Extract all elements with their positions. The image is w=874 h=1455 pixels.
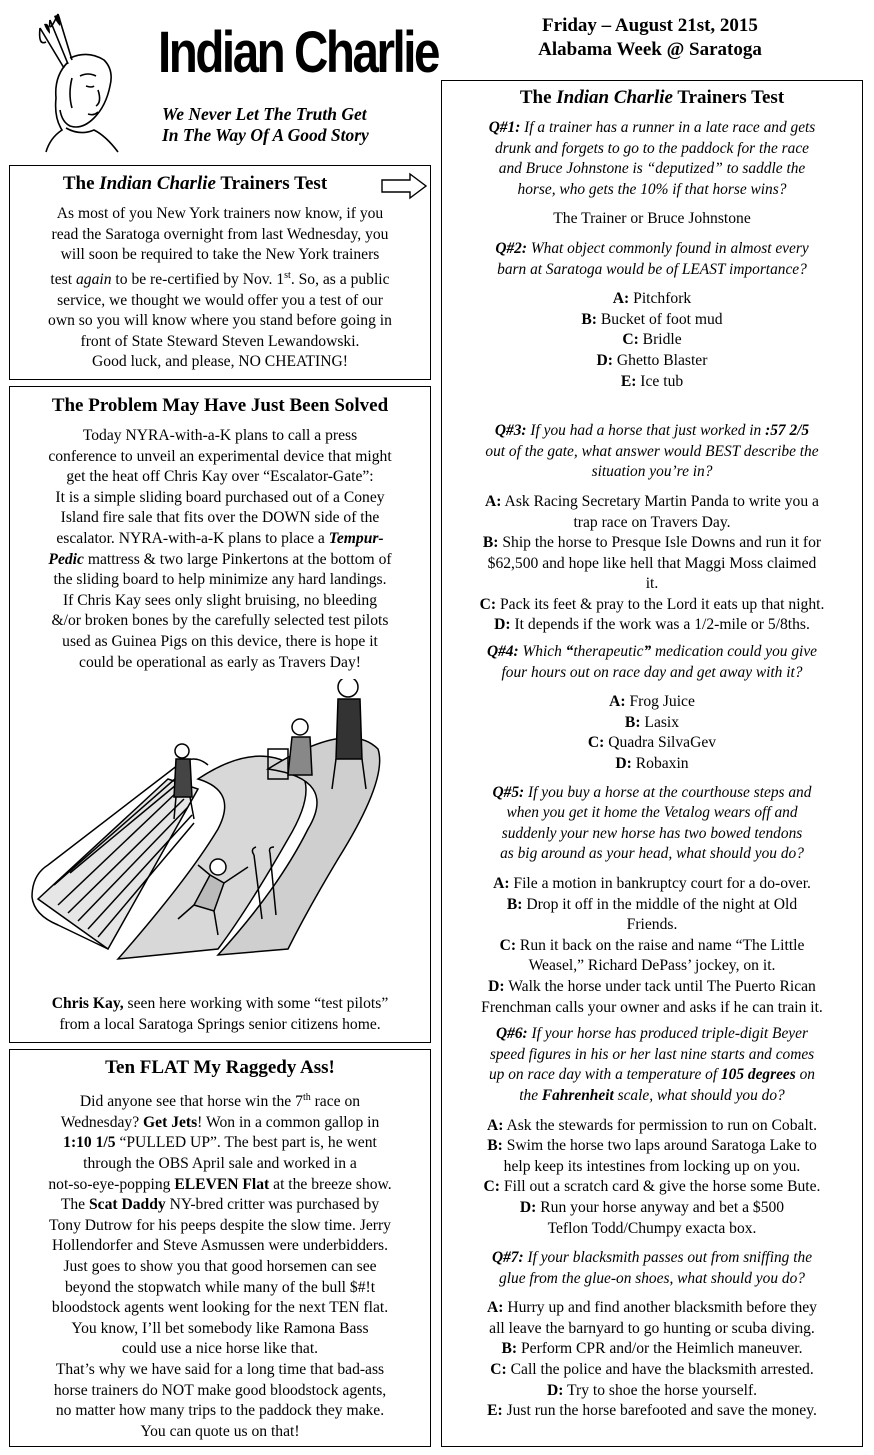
answer-text: Drop it off in the middle of the night at Old [522,895,798,913]
answer-line [446,874,858,895]
question-bold: “ [565,643,574,661]
answer-letter: C: [499,936,517,954]
text-em: again [75,270,112,288]
answer-text: Ghetto Blaster [613,351,708,369]
question-line: horse, who gets the 10% if that horse wins? [517,180,787,198]
question-6 [446,1024,858,1239]
answer-letter: C: [490,1361,507,1379]
text-line [14,1175,426,1196]
answer-list [446,692,858,774]
question-label: Q#1: [488,119,521,136]
indian-head-logo-icon [10,6,160,156]
answer-letter: B: [482,534,499,552]
answer-text: Robaxin [631,755,689,773]
text-line: Island fire sale that fits over the DOWN side of the [60,509,380,527]
issue-edition: Alabama Week @ Saratoga [538,39,762,60]
answer-text: Run your horse anyway and bet a $500 [536,1198,785,1216]
answer-line [446,289,858,310]
answer-line [446,977,858,998]
question-label: Q#3: [494,422,527,440]
text-part: test [50,270,76,288]
text-line [14,1113,426,1134]
answer-line [446,533,858,554]
trainers-test-intro-box [9,165,431,380]
question-line [446,1086,858,1107]
answer-letter: D: [488,977,505,995]
question-part: scale, what should you do? [613,1086,785,1104]
answer-text: Ask the stewards for permission to run on Cobalt. [503,1116,818,1134]
answer-line [446,1198,858,1219]
text-line: conference to unveil an experimental device that might [48,447,392,465]
question-line [446,239,858,260]
text-line: the sliding board to help minimize any hard landings. [53,571,387,589]
question-part: If you buy a horse at the courthouse steps and [524,783,812,801]
answer-line [446,1298,858,1319]
question-label: Q#2: [495,239,527,257]
text-line: You know, I’ll bet somebody like Ramona Bass [71,1319,369,1337]
answer-line: help keep its intestines from locking up on you. [503,1157,801,1175]
answer-letter: B: [487,1137,503,1155]
answer-text: Just run the horse barefooted and save the money. [502,1402,817,1420]
answer-line: $62,500 and hope like hell that Maggi Moss claimed [487,554,817,572]
text-line: get the heat off Chris Kay over “Escalator-Gate”: [66,468,374,486]
text-line: front of State Steward Steven Lewandowski. [80,332,360,350]
question-part: up on race day with a temperature of [488,1066,721,1084]
text-line: If Chris Kay sees only slight bruising, no bleeding [62,591,377,609]
title-part: Trainers Test [672,87,785,108]
answer-line [446,1177,858,1198]
answer-line [446,1136,858,1157]
answer-text: Ship the horse to Presque Isle Downs and run it for [498,534,822,552]
answer-line: it. [645,575,659,593]
answer-list [446,874,858,1018]
ten-flat-text [14,1088,426,1442]
answer-letter: E: [487,1402,503,1420]
text-line: It is a simple sliding board purchased out of a Coney [55,488,385,506]
question-bold: :57 2/5 [765,422,810,440]
text-em: Tempur- [328,529,384,547]
question-line: barn at Saratoga would be of LEAST importance? [497,260,807,278]
text-line: That’s why we have said for a long time that bad-ass [55,1360,385,1378]
question-line [446,642,858,663]
text-sup: st [284,269,291,281]
escalator-cartoon-illustration [18,679,422,969]
question-line: suddenly your new horse has two bowed tendons [501,824,803,842]
question-line: drunk and forgets to go to the paddock for the race [494,139,810,157]
text-line: beyond the stopwatch while many of the bull $#!t [64,1278,376,1296]
ten-flat-title: Ten FLAT My Raggedy Ass! [105,1057,335,1078]
answer-line [446,595,858,616]
answer-line [446,330,858,351]
answer-line [446,492,858,513]
question-label: Q#5: [492,783,525,801]
caption-line: from a local Saratoga Springs senior citizens home. [59,1015,381,1033]
cartoon-caption [14,994,426,1035]
text-part: “PULLED UP”. The best part is, he went [115,1134,377,1152]
masthead-logo [10,6,160,156]
answer-letter: D: [615,755,632,773]
text-part: . So, as a public [290,270,390,288]
answer-text: Hurry up and find another blacksmith before they [503,1299,817,1317]
answer-letter: A: [487,1299,504,1317]
question-line: when you get it home the Vetalog wears off and [506,804,798,822]
answer-text: Try to shoe the horse yourself. [563,1381,758,1399]
text-part: Wednesday? [60,1113,144,1131]
answer-text: Lasix [640,713,680,731]
text-bold: 1:10 1/5 [63,1134,116,1152]
answer-letter: C: [622,331,639,349]
text-line: Today NYRA-with-a-K plans to call a press [82,427,358,444]
answer-letter: A: [612,290,630,308]
answer-text: Pack its feet & pray to the Lord it eats up that night. [496,595,825,613]
question-line: glue from the glue-on shoes, what should you do? [499,1269,805,1287]
answer-list [446,1298,858,1422]
tagline-line-2: In The Way Of A Good Story [162,125,369,145]
question-label: Q#6: [496,1025,528,1043]
question-line: four hours out on race day and get away with it? [501,663,803,681]
question-line [446,1065,858,1086]
trainers-test-questions-title [442,87,862,109]
title-part: The [519,87,557,108]
answer-line: trap race on Travers Day. [573,513,731,531]
question-3 [446,421,858,636]
answer-text: Pitchfork [629,290,692,308]
question-part: If you had a horse that just worked in [526,422,766,440]
text-line [14,1133,426,1154]
question-part: What object commonly found in almost every [526,239,809,257]
answer-line: Frenchman calls your owner and asks if he can train it. [481,998,823,1016]
answer-line [446,351,858,372]
question-line [446,1248,858,1269]
trainers-test-questions-box [441,80,863,1447]
text-part: mattress & two large Pinkertons at the bottom of [83,550,392,568]
answer-line [446,733,858,754]
text-part: The [60,1196,89,1214]
answer-text: It depends if the work was a 1/2-mile or 5/8ths. [510,616,810,634]
answer-line [446,713,858,734]
question-line [446,118,858,139]
answer-letter: C: [479,595,497,613]
answer-line [446,1339,858,1360]
question-bold: ” [643,643,652,661]
question-line: and Bruce Johnstone is “deputized” to saddle the [498,160,806,178]
question-line: situation you’re in? [591,463,713,481]
arrow-right-icon [380,172,428,205]
answer-text: Quadra SilvaGev [604,734,717,752]
text-line [14,266,426,291]
text-line: Just goes to show you that good horsemen can see [63,1257,377,1275]
masthead-tagline [162,104,422,146]
question-bold: 105 degrees [720,1066,796,1084]
answer-text: Run it back on the raise and name “The Little [516,936,805,954]
question-1 [446,118,858,230]
question-line: out of the gate, what answer would BEST describe the [485,442,819,460]
answer-letter: E: [620,372,637,390]
text-line: As most of you New York trainers now know, if you [56,205,384,222]
answer-list [446,492,858,636]
answer-letter: B: [624,713,641,731]
answer-line [446,895,858,916]
answer-letter: D: [519,1198,537,1216]
text-bold: ELEVEN Flat [174,1175,270,1193]
question-line [446,1024,858,1045]
question-part: Which [518,643,566,661]
text-part: to be re-certified by Nov. 1 [111,270,285,288]
answer-letter: D: [494,616,511,634]
text-line: no matter how many trips to the paddock they make. [55,1402,385,1420]
text-line [14,1088,426,1113]
answer-letter: A: [485,492,502,510]
answer-letter: B: [501,1340,518,1358]
question-bold: Fahrenheit [541,1086,614,1104]
answer-text: Fill out a scratch card & give the horse some Bute. [500,1178,821,1196]
text-sup: th [302,1092,311,1103]
trainers-test-intro-text [14,204,426,373]
answer-text: File a motion in bankruptcy court for a do-over. [509,875,811,892]
question-label: Q#7: [491,1249,524,1267]
question-line: speed figures in his or her last nine starts and comes [489,1045,815,1063]
text-line [14,550,426,571]
text-part: ! Won in a common gallop in [197,1113,380,1131]
answer-letter: A: [493,875,510,892]
ten-flat-box [9,1049,431,1447]
answer-line [446,615,858,636]
text-line [14,1195,426,1216]
answer-line: Teflon Todd/Chumpy exacta box. [547,1219,757,1237]
questions-content [442,118,862,1422]
caption-part: seen here working with some “test pilots” [123,995,389,1012]
text-line [14,529,426,550]
question-line [446,421,858,442]
question-part: on [795,1066,815,1084]
masthead-title: Indian Charlie [158,20,439,85]
question-part: If your horse has produced triple-digit Beyer [527,1025,808,1043]
answer-line [446,754,858,775]
answer-letter: A: [486,1116,504,1134]
title-em: Indian Charlie [556,87,673,108]
text-part: race on [310,1093,361,1111]
text-line: Tony Dutrow for his peeps despite the slow time. Jerry [49,1216,391,1234]
text-part: escalator. NYRA-with-a-K plans to place a [56,529,329,547]
text-bold: Scat Daddy [88,1196,166,1214]
text-part: at the breeze show. [269,1175,392,1193]
problem-solved-text [14,426,426,673]
question-part: If your blacksmith passes out from sniffing the [523,1249,813,1267]
answer-line [446,1401,858,1422]
answer-text: Ask Racing Secretary Martin Panda to write you a [501,492,819,510]
caption-bold: Chris Kay, [51,995,124,1012]
text-line: Hollendorfer and Steve Asmussen were underbidders. [51,1237,389,1255]
text-line: own so you will know where you stand before going in [48,312,392,330]
trainers-test-intro-title [10,173,380,195]
text-line: used as Guinea Pigs on this device, there is hope it [62,632,378,650]
answer-letter: A: [609,693,626,711]
title-em: Indian Charlie [99,173,216,194]
answer-line [446,1360,858,1381]
answer-line [446,936,858,957]
text-part: Did anyone see that horse win the 7 [79,1093,303,1111]
answer-line: Friends. [626,916,678,934]
text-line: Good luck, and please, NO CHEATING! [92,353,348,371]
tagline-line-1: We Never Let The Truth Get [162,104,367,124]
answer-letter: C: [483,1178,500,1196]
answer-letter: B: [506,895,523,913]
question-7 [446,1248,858,1422]
answer-letter: B: [581,310,597,328]
answer-text: Bridle [638,331,682,349]
answer-text: Perform CPR and/or the Heimlich maneuver. [517,1340,803,1358]
answer-list [446,289,858,392]
answer-line [446,692,858,713]
text-line: bloodstock agents went looking for the next TEN flat. [51,1299,389,1317]
question-4 [446,642,858,775]
answer-line [446,1116,858,1137]
question-label: Q#4: [487,643,519,661]
text-line: could be operational as early as Travers Day! [79,653,361,671]
answer-line [446,372,858,393]
answer-line: all leave the barnyard to go hunting or scuba diving. [489,1319,815,1337]
text-line: horse trainers do NOT make good bloodstock agents, [53,1381,387,1399]
answer-letter: C: [587,734,605,752]
answer-letter: D: [546,1381,564,1399]
text-part: not-so-eye-popping [48,1175,175,1193]
question-part: the [519,1086,542,1104]
text-bold: Get Jets [143,1113,198,1131]
question-2 [446,239,858,392]
text-line: through the OBS April sale and worked in a [83,1154,357,1172]
answer-text: Bucket of foot mud [596,310,723,328]
problem-solved-title: The Problem May Have Just Been Solved [51,395,389,416]
answer-list [446,1116,858,1240]
text-part: NY-bred critter was purchased by [165,1196,380,1214]
answer-text: Swim the horse two laps around Saratoga Lake to [502,1137,817,1155]
answer-text: Call the police and have the blacksmith arrested. [506,1361,814,1379]
question-line [446,783,858,804]
question-part: medication could you give [651,643,817,661]
title-part: The [62,173,100,194]
problem-solved-box [9,386,431,1043]
question-line: as big around as your head, what should you do? [500,845,804,863]
question-5 [446,783,858,1019]
answer-line [446,1381,858,1402]
text-line: read the Saratoga overnight from last Wednesday, you [51,225,389,243]
answer-text: Frog Juice [625,693,695,711]
text-em: Pedic [48,550,84,568]
question-part: If a trainer has a runner in a late race and gets [520,119,816,136]
answer-text: Walk the horse under tack until The Puerto Rican [504,977,816,995]
answer-line [446,310,858,331]
answer-letter: D: [596,351,614,369]
answer-line: Weasel,” Richard DePass’ jockey, on it. [528,957,776,975]
answer-line: The Trainer or Bruce Johnstone [553,210,751,228]
text-line: will soon be required to take the New York trainers [60,246,380,264]
caption-line [14,994,426,1015]
answer-text: Ice tub [636,372,684,390]
issue-date: Friday – August 21st, 2015 [542,15,758,36]
text-line: You can quote us on that! [140,1422,300,1440]
text-line: &/or broken bones by the carefully selected test pilots [51,612,389,630]
text-line: service, we thought we would offer you a test of our [57,291,383,309]
text-line: could use a nice horse like that. [121,1340,319,1358]
question-part: therapeutic [573,643,644,661]
title-part: Trainers Test [215,173,328,194]
